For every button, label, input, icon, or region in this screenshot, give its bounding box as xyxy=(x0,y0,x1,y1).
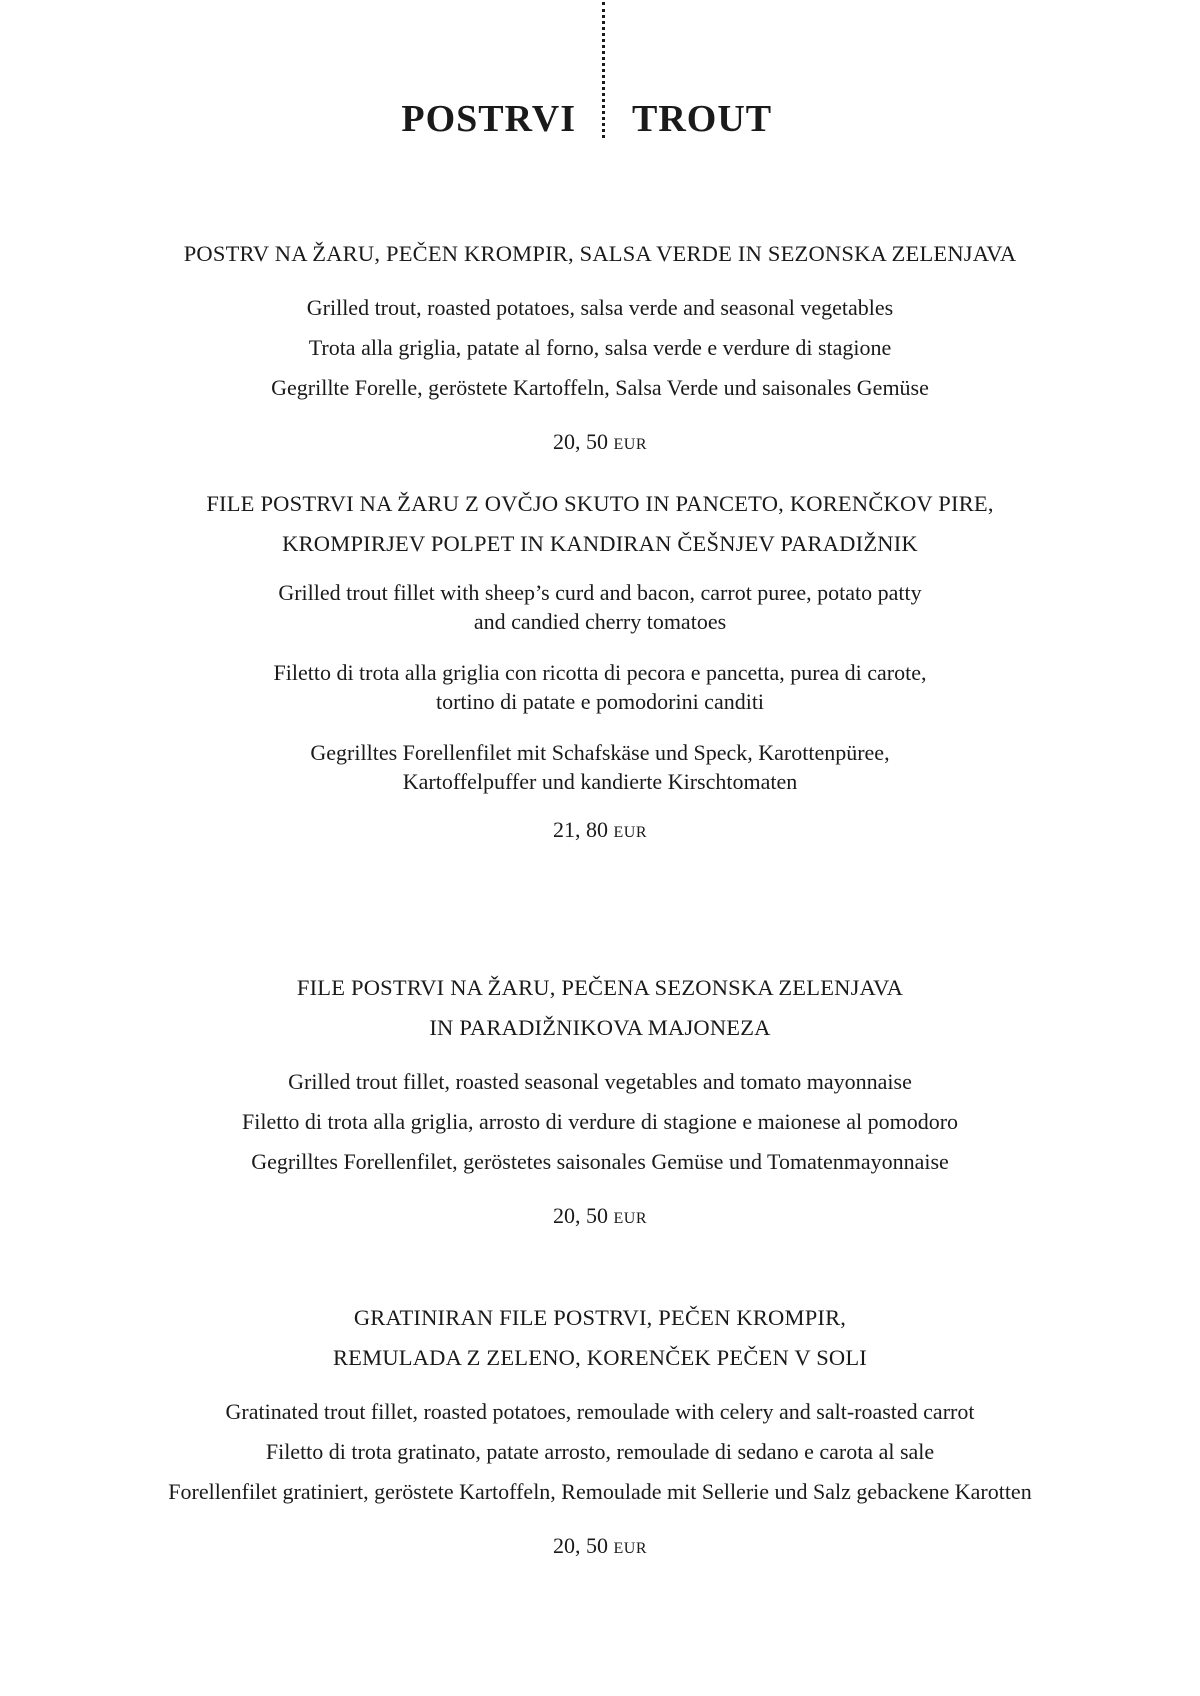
dish-price xyxy=(0,1196,1200,1239)
dish-title-line: POSTRV NA ŽARU, PEČEN KROMPIR, SALSA VERDE IN SEZONSKA ZELENJAVA xyxy=(183,241,1017,266)
price-value: 20, 50 xyxy=(553,1203,608,1228)
price-value: 20, 50 xyxy=(553,429,608,454)
description-english: Grilled trout, roasted potatoes, salsa verde and seasonal vegetables xyxy=(306,295,894,320)
dotted-divider xyxy=(602,2,605,138)
description-italian: Filetto di trota alla griglia, arrosto di verdure di stagione e maionese al pomodoro xyxy=(241,1109,959,1134)
dish-price xyxy=(0,422,1200,465)
description-english: Grilled trout fillet, roasted seasonal vegetables and tomato mayonnaise xyxy=(288,1069,912,1094)
price-currency: EUR xyxy=(613,824,647,841)
description-line: Kartoffelpuffer und kandierte Kirschtomaten xyxy=(402,769,798,794)
description-german: Gegrillte Forelle, geröstete Kartoffeln, Salsa Verde und saisonales Gemüse xyxy=(271,375,929,400)
dish-descriptions xyxy=(0,1062,1200,1182)
dish-title xyxy=(0,1298,1200,1378)
dish-item xyxy=(0,234,1200,465)
description-line: Gegrilltes Forellenfilet mit Schafskäse und Speck, Karottenpüree, xyxy=(310,740,890,765)
dish-item xyxy=(0,484,1200,853)
description-german xyxy=(0,738,1200,796)
section-title-english: TROUT xyxy=(632,98,773,140)
dish-title-line: KROMPIRJEV POLPET IN KANDIRAN ČEŠNJEV PARADIŽNIK xyxy=(282,531,918,556)
description-english: Gratinated trout fillet, roasted potatoes, remoulade with celery and salt-roasted carrot xyxy=(225,1399,975,1424)
price-value: 21, 80 xyxy=(553,817,608,842)
dish-descriptions xyxy=(0,1392,1200,1512)
dish-title xyxy=(0,484,1200,564)
dish-title xyxy=(0,968,1200,1048)
dish-title-line: REMULADA Z ZELENO, KORENČEK PEČEN V SOLI xyxy=(332,1345,868,1370)
dish-title xyxy=(0,234,1200,274)
description-italian: Trota alla griglia, patate al forno, salsa verde e verdure di stagione xyxy=(308,335,892,360)
price-currency: EUR xyxy=(613,1540,647,1557)
dish-title-line: FILE POSTRVI NA ŽARU, PEČENA SEZONSKA ZELENJAVA xyxy=(296,975,904,1000)
price-currency: EUR xyxy=(613,436,647,453)
price-value: 20, 50 xyxy=(553,1533,608,1558)
dish-descriptions xyxy=(0,578,1200,796)
description-line: and candied cherry tomatoes xyxy=(473,609,727,634)
dish-title-line: IN PARADIŽNIKOVA MAJONEZA xyxy=(429,1015,771,1040)
dish-item xyxy=(0,1298,1200,1569)
menu-header xyxy=(0,0,1200,160)
section-title-slovene: POSTRVI xyxy=(401,98,576,140)
dish-price xyxy=(0,1526,1200,1569)
dish-item xyxy=(0,968,1200,1239)
description-german: Forellenfilet gratiniert, geröstete Kartoffeln, Remoulade mit Sellerie und Salz gebackene Karotten xyxy=(168,1479,1032,1504)
description-italian: Filetto di trota gratinato, patate arrosto, remoulade di sedano e carota al sale xyxy=(265,1439,935,1464)
description-italian xyxy=(0,658,1200,716)
description-line: tortino di patate e pomodorini canditi xyxy=(435,689,765,714)
dish-title-line: FILE POSTRVI NA ŽARU Z OVČJO SKUTO IN PANCETO, KORENČKOV PIRE, xyxy=(206,491,994,516)
dish-price xyxy=(0,810,1200,853)
description-english xyxy=(0,578,1200,636)
description-line: Grilled trout fillet with sheep’s curd and bacon, carrot puree, potato patty xyxy=(278,580,922,605)
dish-descriptions xyxy=(0,288,1200,408)
dish-title-line: GRATINIRAN FILE POSTRVI, PEČEN KROMPIR, xyxy=(353,1305,847,1330)
description-german: Gegrilltes Forellenfilet, geröstetes saisonales Gemüse und Tomatenmayonnaise xyxy=(251,1149,949,1174)
description-line: Filetto di trota alla griglia con ricotta di pecora e pancetta, purea di carote, xyxy=(273,660,927,685)
price-currency: EUR xyxy=(613,1210,647,1227)
